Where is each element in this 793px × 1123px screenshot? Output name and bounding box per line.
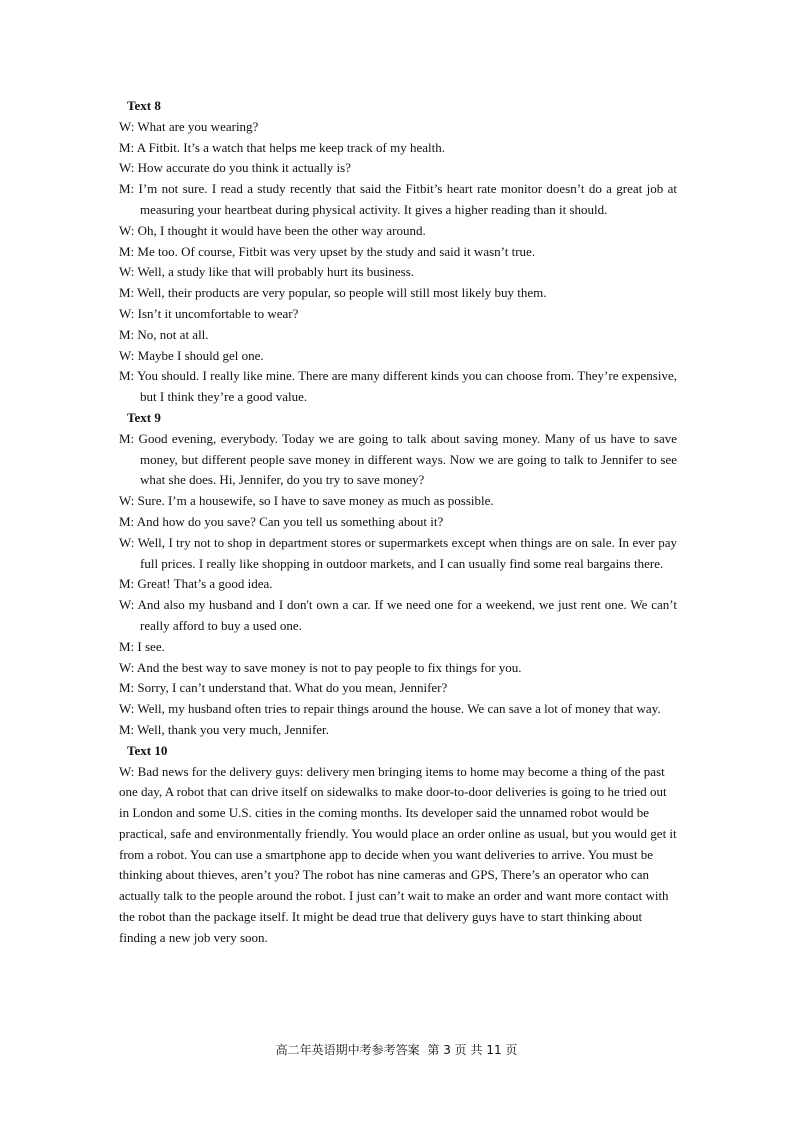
dialogue-line: M: And how do you save? Can you tell us something about it?	[119, 513, 444, 529]
dialogue-line: M: Me too. Of course, Fitbit was very upset by the study and said it wasn’t true.	[119, 243, 536, 259]
dialogue-line: W: Oh, I thought it would have been the other way around.	[119, 222, 426, 238]
footer-page-number: 第 3 页 共 11 页	[427, 1043, 518, 1057]
dialogue-line: M: I’m not sure. I read a study recently that said the Fitbit’s heart rate monitor doesn’t do a great job at measuring your heartbeat during physical activity. It gives a higher reading than it should.	[119, 181, 677, 217]
dialogue-line: M: I see.	[119, 638, 165, 654]
dialogue-line: W: Well, a study like that will probably hurt its business.	[119, 264, 415, 280]
dialogue-line: W: Sure. I’m a housewife, so I have to save money as much as possible.	[119, 493, 494, 509]
dialogue-line: W: How accurate do you think it actually is?	[119, 160, 352, 176]
dialogue-line: M: Well, thank you very much, Jennifer.	[119, 721, 329, 737]
dialogue-line: M: Good evening, everybody. Today we are going to talk about saving money. Many of us have to save money, but different people save money in different ways. Now we are going to talk to Jennifer to see what she does. Hi, Jennifer, do you try to save money?	[119, 430, 677, 488]
dialogue-line: W: And the best way to save money is not to pay people to fix things for you.	[119, 659, 522, 675]
dialogue-line: W: Well, my husband often tries to repair things around the house. We can save a lot of money that way.	[119, 701, 661, 717]
dialogue-line: W: And also my husband and I don't own a car. If we need one for a weekend, we just rent one. We can’t really afford to buy a used one.	[119, 597, 677, 633]
dialogue-line: W: Isn’t it uncomfortable to wear?	[119, 305, 299, 321]
footer-title: 高二年英语期中考参考答案	[275, 1043, 420, 1057]
document-body	[119, 96, 677, 949]
dialogue-line: M: No, not at all.	[119, 326, 209, 342]
dialogue-line: W: What are you wearing?	[119, 118, 259, 134]
dialogue-line: M: You should. I really like mine. There are many different kinds you can choose from. They’re expensive, but I think they’re a good value.	[119, 368, 677, 405]
text8-heading: Text 8	[127, 98, 161, 113]
dialogue-line: M: A Fitbit. It’s a watch that helps me keep track of my health.	[119, 139, 446, 155]
text10-heading: Text 10	[127, 742, 168, 758]
dialogue-line: M: Great! That’s a good idea.	[119, 576, 273, 592]
dialogue-line: W: Maybe I should gel one.	[119, 347, 264, 363]
page-footer	[0, 1041, 793, 1058]
text9-heading: Text 9	[127, 409, 161, 425]
dialogue-line: M: Sorry, I can’t understand that. What do you mean, Jennifer?	[119, 680, 448, 696]
monologue-paragraph: W: Bad news for the delivery guys: delivery men bringing items to home may become a thing of the past one day, A robot that can drive itself on sidewalks to make door-to-door deliveries is going to he tried out in London and some U.S. cities in the coming months. Its developer said the unnamed robot would be practical, safe and environmentally friendly. You would place an order online as usual, but you would get it from a robot. You can use a smartphone app to decide when you want deliveries to arrive. You must be thinking about thieves, aren’t you? The robot has nine cameras and GPS, There’s an operator who can actually talk to the people around the robot. I just can’t wait to make an order and want more contact with the robot than the package itself. It might be dead true that delivery guys have to start thinking about finding a new job very soon.	[119, 763, 677, 945]
dialogue-line: M: Well, their products are very popular, so people will still most likely buy them.	[119, 285, 547, 301]
dialogue-line: W: Well, I try not to shop in department stores or supermarkets except when things are on sale. In ever pay full prices. I really like shopping in outdoor markets, and I can usually find some real bargains there.	[119, 534, 677, 571]
